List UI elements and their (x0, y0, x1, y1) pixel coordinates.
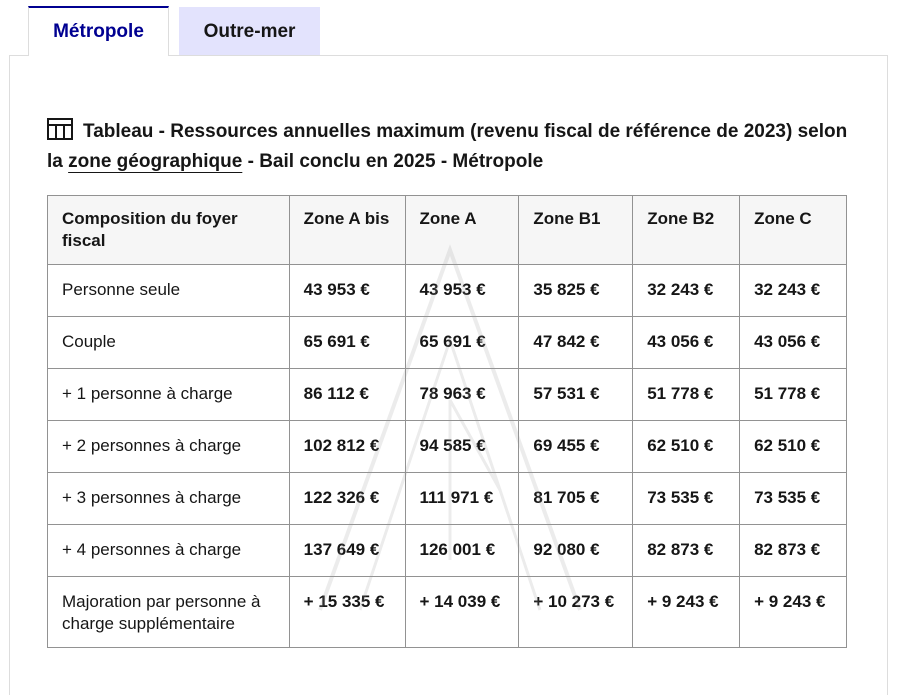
cell-value: 111 971 € (405, 473, 519, 525)
cell-value: 122 326 € (289, 473, 405, 525)
table-row (48, 525, 847, 577)
table-icon (47, 118, 73, 140)
cell-value: 62 510 € (633, 421, 740, 473)
cell-value: 82 873 € (740, 525, 847, 577)
cell-value: 57 531 € (519, 369, 633, 421)
cell-value: 126 001 € (405, 525, 519, 577)
cell-value: 94 585 € (405, 421, 519, 473)
cell-value: 78 963 € (405, 369, 519, 421)
cell-value: 82 873 € (633, 525, 740, 577)
cell-value: 32 243 € (740, 265, 847, 317)
header-zone-a: Zone A (405, 196, 519, 265)
row-label: + 2 personnes à charge (48, 421, 290, 473)
cell-value: 35 825 € (519, 265, 633, 317)
tab-list (28, 6, 320, 56)
cell-value: 65 691 € (405, 317, 519, 369)
table-row (48, 577, 847, 648)
table-header-row (48, 196, 847, 265)
cell-value: 137 649 € (289, 525, 405, 577)
caption-suffix: - Bail conclu en 2025 - Métropole (242, 151, 544, 172)
cell-value: 69 455 € (519, 421, 633, 473)
zone-geographique-link[interactable]: zone géographique (68, 151, 243, 172)
tab-metropole[interactable]: Métropole (28, 6, 169, 56)
row-label: + 1 personne à charge (48, 369, 290, 421)
cell-value: 102 812 € (289, 421, 405, 473)
cell-value: + 15 335 € (289, 577, 405, 648)
table-caption (47, 117, 867, 177)
cell-value: + 9 243 € (633, 577, 740, 648)
cell-value: 73 535 € (633, 473, 740, 525)
header-zone-c: Zone C (740, 196, 847, 265)
row-label: + 4 personnes à charge (48, 525, 290, 577)
header-composition: Composition du foyer fiscal (48, 196, 290, 265)
cell-value: 51 778 € (633, 369, 740, 421)
cell-value: 47 842 € (519, 317, 633, 369)
cell-value: 65 691 € (289, 317, 405, 369)
table-row (48, 421, 847, 473)
cell-value: + 14 039 € (405, 577, 519, 648)
row-label: Majoration par personne à charge supplémentaire (48, 577, 290, 648)
cell-value: + 9 243 € (740, 577, 847, 648)
cell-value: + 10 273 € (519, 577, 633, 648)
cell-value: 43 953 € (405, 265, 519, 317)
table-row (48, 265, 847, 317)
cell-value: 86 112 € (289, 369, 405, 421)
cell-value: 43 056 € (740, 317, 847, 369)
cell-value: 81 705 € (519, 473, 633, 525)
cell-value: 51 778 € (740, 369, 847, 421)
table-row (48, 317, 847, 369)
cell-value: 92 080 € (519, 525, 633, 577)
header-zone-b1: Zone B1 (519, 196, 633, 265)
cell-value: 32 243 € (633, 265, 740, 317)
caption-prefix: Tableau - Ressources annuelles maximum (revenu fiscal de référence de 2023) selon la (47, 121, 848, 172)
header-zone-a-bis: Zone A bis (289, 196, 405, 265)
row-label: Personne seule (48, 265, 290, 317)
cell-value: 73 535 € (740, 473, 847, 525)
table-row (48, 473, 847, 525)
table-row (48, 369, 847, 421)
tab-outre-mer[interactable]: Outre-mer (179, 7, 320, 56)
cell-value: 43 953 € (289, 265, 405, 317)
header-zone-b2: Zone B2 (633, 196, 740, 265)
cell-value: 62 510 € (740, 421, 847, 473)
row-label: + 3 personnes à charge (48, 473, 290, 525)
cell-value: 43 056 € (633, 317, 740, 369)
row-label: Couple (48, 317, 290, 369)
income-table (47, 195, 847, 648)
